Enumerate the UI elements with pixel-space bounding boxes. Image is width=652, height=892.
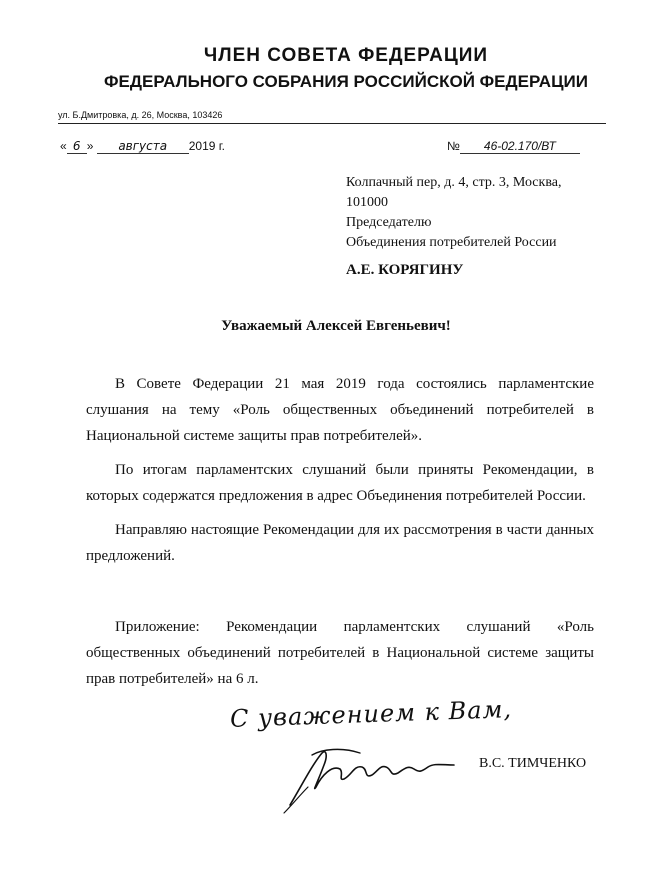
body-paragraph: Направляю настоящие Рекомендации для их рассмотрения в части данных предложений.: [86, 522, 594, 564]
body-paragraph: По итогам парламентских слушаний были приняты Рекомендации, в которых содержатся предложения в адрес Объединения потребителей России.: [86, 462, 594, 504]
recipient-title-line1: Председателю: [346, 215, 432, 230]
date-month: августа: [97, 139, 189, 154]
date-open-quote: «: [60, 139, 67, 153]
signature-icon: [282, 735, 472, 815]
recipient-name: А.Е. КОРЯГИНУ: [346, 262, 464, 278]
number-prefix: №: [447, 139, 460, 153]
number-value: 46-02.170/ВТ: [460, 139, 580, 154]
body-paragraph: В Совете Федерации 21 мая 2019 года состоялись парламентские слушания на тему «Роль общественных объединений потребителей в Национальной системе защиты прав потребителей».: [86, 376, 594, 444]
outgoing-number: [447, 139, 580, 154]
letterhead: [0, 44, 652, 94]
sender-address: ул. Б.Дмитровка, д. 26, Москва, 103426: [58, 110, 223, 120]
header-divider: [58, 123, 606, 124]
attachment-note: Приложение: Рекомендации парламентских слушаний «Роль общественных объединений потребителей в Национальной системе защиты прав потребителей» на 6 л.: [86, 619, 594, 687]
recipient-address-line2: 101000: [346, 195, 388, 210]
recipient-address-line1: Колпачный пер, д. 4, стр. 3, Москва,: [346, 175, 562, 190]
letterhead-subtitle: ФЕДЕРАЛЬНОГО СОБРАНИЯ РОССИЙСКОЙ ФЕДЕРАЦИИ: [104, 72, 588, 91]
recipient-block: [346, 173, 561, 253]
handwritten-closing: С уважением к Вам,: [229, 695, 513, 733]
date-close-quote: »: [86, 139, 94, 153]
salutation: Уважаемый Алексей Евгеньевич!: [221, 318, 451, 334]
signatory-name: В.С. ТИМЧЕНКО: [479, 756, 587, 771]
date-day: 6: [67, 139, 87, 154]
letterhead-title: ЧЛЕН СОВЕТА ФЕДЕРАЦИИ: [203, 45, 489, 66]
recipient-title-line2: Объединения потребителей России: [346, 235, 557, 250]
date-year: 2019 г.: [188, 139, 225, 153]
letter-body: [86, 371, 594, 577]
